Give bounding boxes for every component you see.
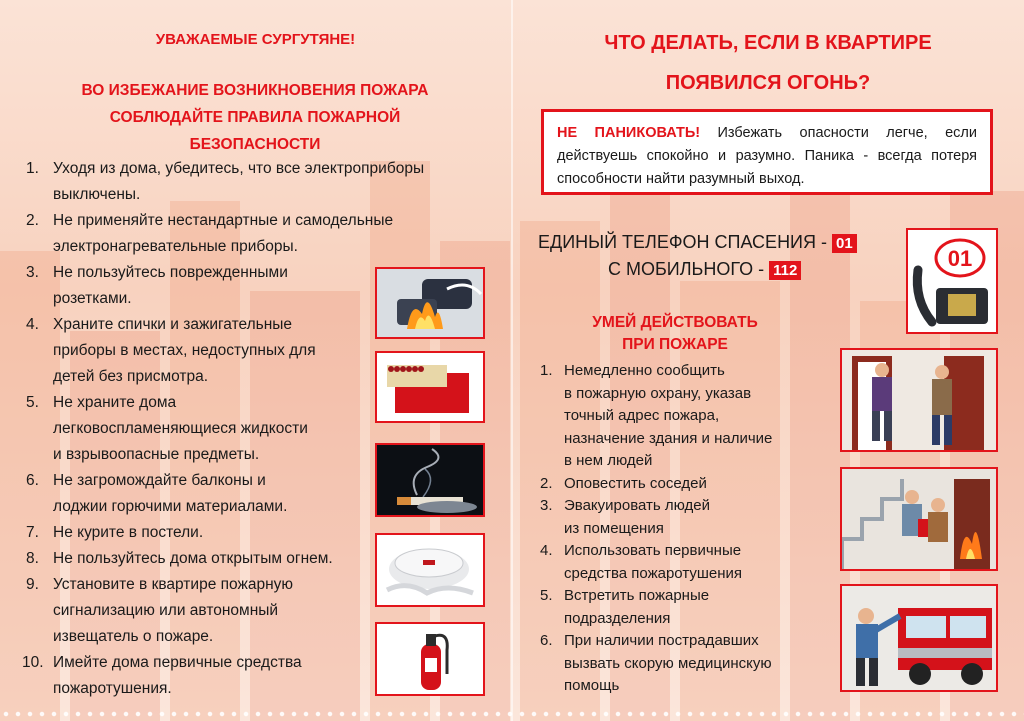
greeting: УВАЖАЕМЫЕ СУРГУТЯНЕ! [155,31,356,48]
cigarette-image [375,443,485,517]
fire-title-line: ЧТО ДЕЛАТЬ, ЕСЛИ В КВАРТИРЕ [604,32,932,54]
mobile-phone-line [608,259,801,280]
rules-heading [40,77,470,158]
fire-title-line: ПОЯВИЛСЯ ОГОНЬ? [665,72,871,94]
fire-truck-scene-image [840,584,998,692]
action-item: 2. Оповестить соседей [540,474,707,492]
rule-item: 5. Не храните дома легковоспламеняющиеся жидкости и взрывоопасные предметы. [26,394,308,463]
rescue-phone-label: ЕДИНЫЙ ТЕЛЕФОН СПАСЕНИЯ - [538,232,832,252]
evacuation-scene-image [840,467,998,571]
rules-heading-line: БЕЗОПАСНОСТИ [189,136,321,153]
rule-item: 4. Храните спички и зажигательные приборы в местах, недоступных для детей без присмотра. [26,316,316,385]
rules-heading-line: ВО ИЗБЕЖАНИЕ ВОЗНИКНОВЕНИЯ ПОЖАРА [81,82,429,99]
panic-text: Избежать опасности легче, если действуешь спокойно и разумно. Паника - всегда потеря способности найти разумный выход. [557,125,977,187]
matches-image [375,351,485,423]
panic-label: НЕ ПАНИКОВАТЬ! [557,125,701,141]
action-item: 5. Встретить пожарные подразделения [540,587,710,627]
rescue-phone-number: 01 [832,234,857,253]
fire-extinguisher-image [375,622,485,696]
rule-item: 3. Не пользуйтесь поврежденными розетками. [26,264,288,307]
fold-line [511,0,513,721]
rule-item: 7. Не курите в постели. [26,524,204,541]
mobile-phone-label: С МОБИЛЬНОГО - [608,259,770,279]
mobile-phone-number: 112 [769,261,801,280]
action-item: 3. Эвакуировать людей из помещения [540,497,711,537]
fire-title [512,23,1024,103]
action-item: 1. Немедленно сообщить в пожарную охрану, указав точный адрес пожара, назначение здания и наличие в нем людей [540,362,773,469]
burning-socket-image [375,267,485,339]
rules-heading-line: СОБЛЮДАЙТЕ ПРАВИЛА ПОЖАРНОЙ [109,109,401,126]
phone-badge-text: 01 [947,246,973,271]
rules-list [22,156,482,702]
actions-list [535,360,835,698]
actions-heading-line: УМЕЙ ДЕЙСТВОВАТЬ [592,314,758,331]
action-item: 6. При наличии пострадавших вызвать скорую медицинскую помощь [540,632,772,694]
actions-heading-line: ПРИ ПОЖАРЕ [622,336,728,353]
action-item: 4. Использовать первичные средства пожаротушения [540,542,743,582]
rule-item: 6. Не загромождайте балконы и лоджии горючими материалами. [26,472,288,515]
rule-item: 9. Установите в квартире пожарную сигнализацию или автономный извещатель о пожаре. [26,576,294,645]
neighbors-scene-image [840,348,998,452]
telephone-image [906,228,998,334]
rescue-phone-line [538,232,857,253]
rule-item: 2. Не применяйте нестандартные и самодельные электронагревательные приборы. [26,212,394,255]
actions-heading [560,312,790,356]
rule-item: 10. Имейте дома первичные средства пожаротушения. [22,654,302,697]
rule-item: 8. Не пользуйтесь дома открытым огнем. [26,550,333,567]
panic-box [541,109,993,195]
rule-item: 1. Уходя из дома, убедитесь, что все электроприборы выключены. [26,160,425,203]
smoke-detector-image [375,533,485,607]
